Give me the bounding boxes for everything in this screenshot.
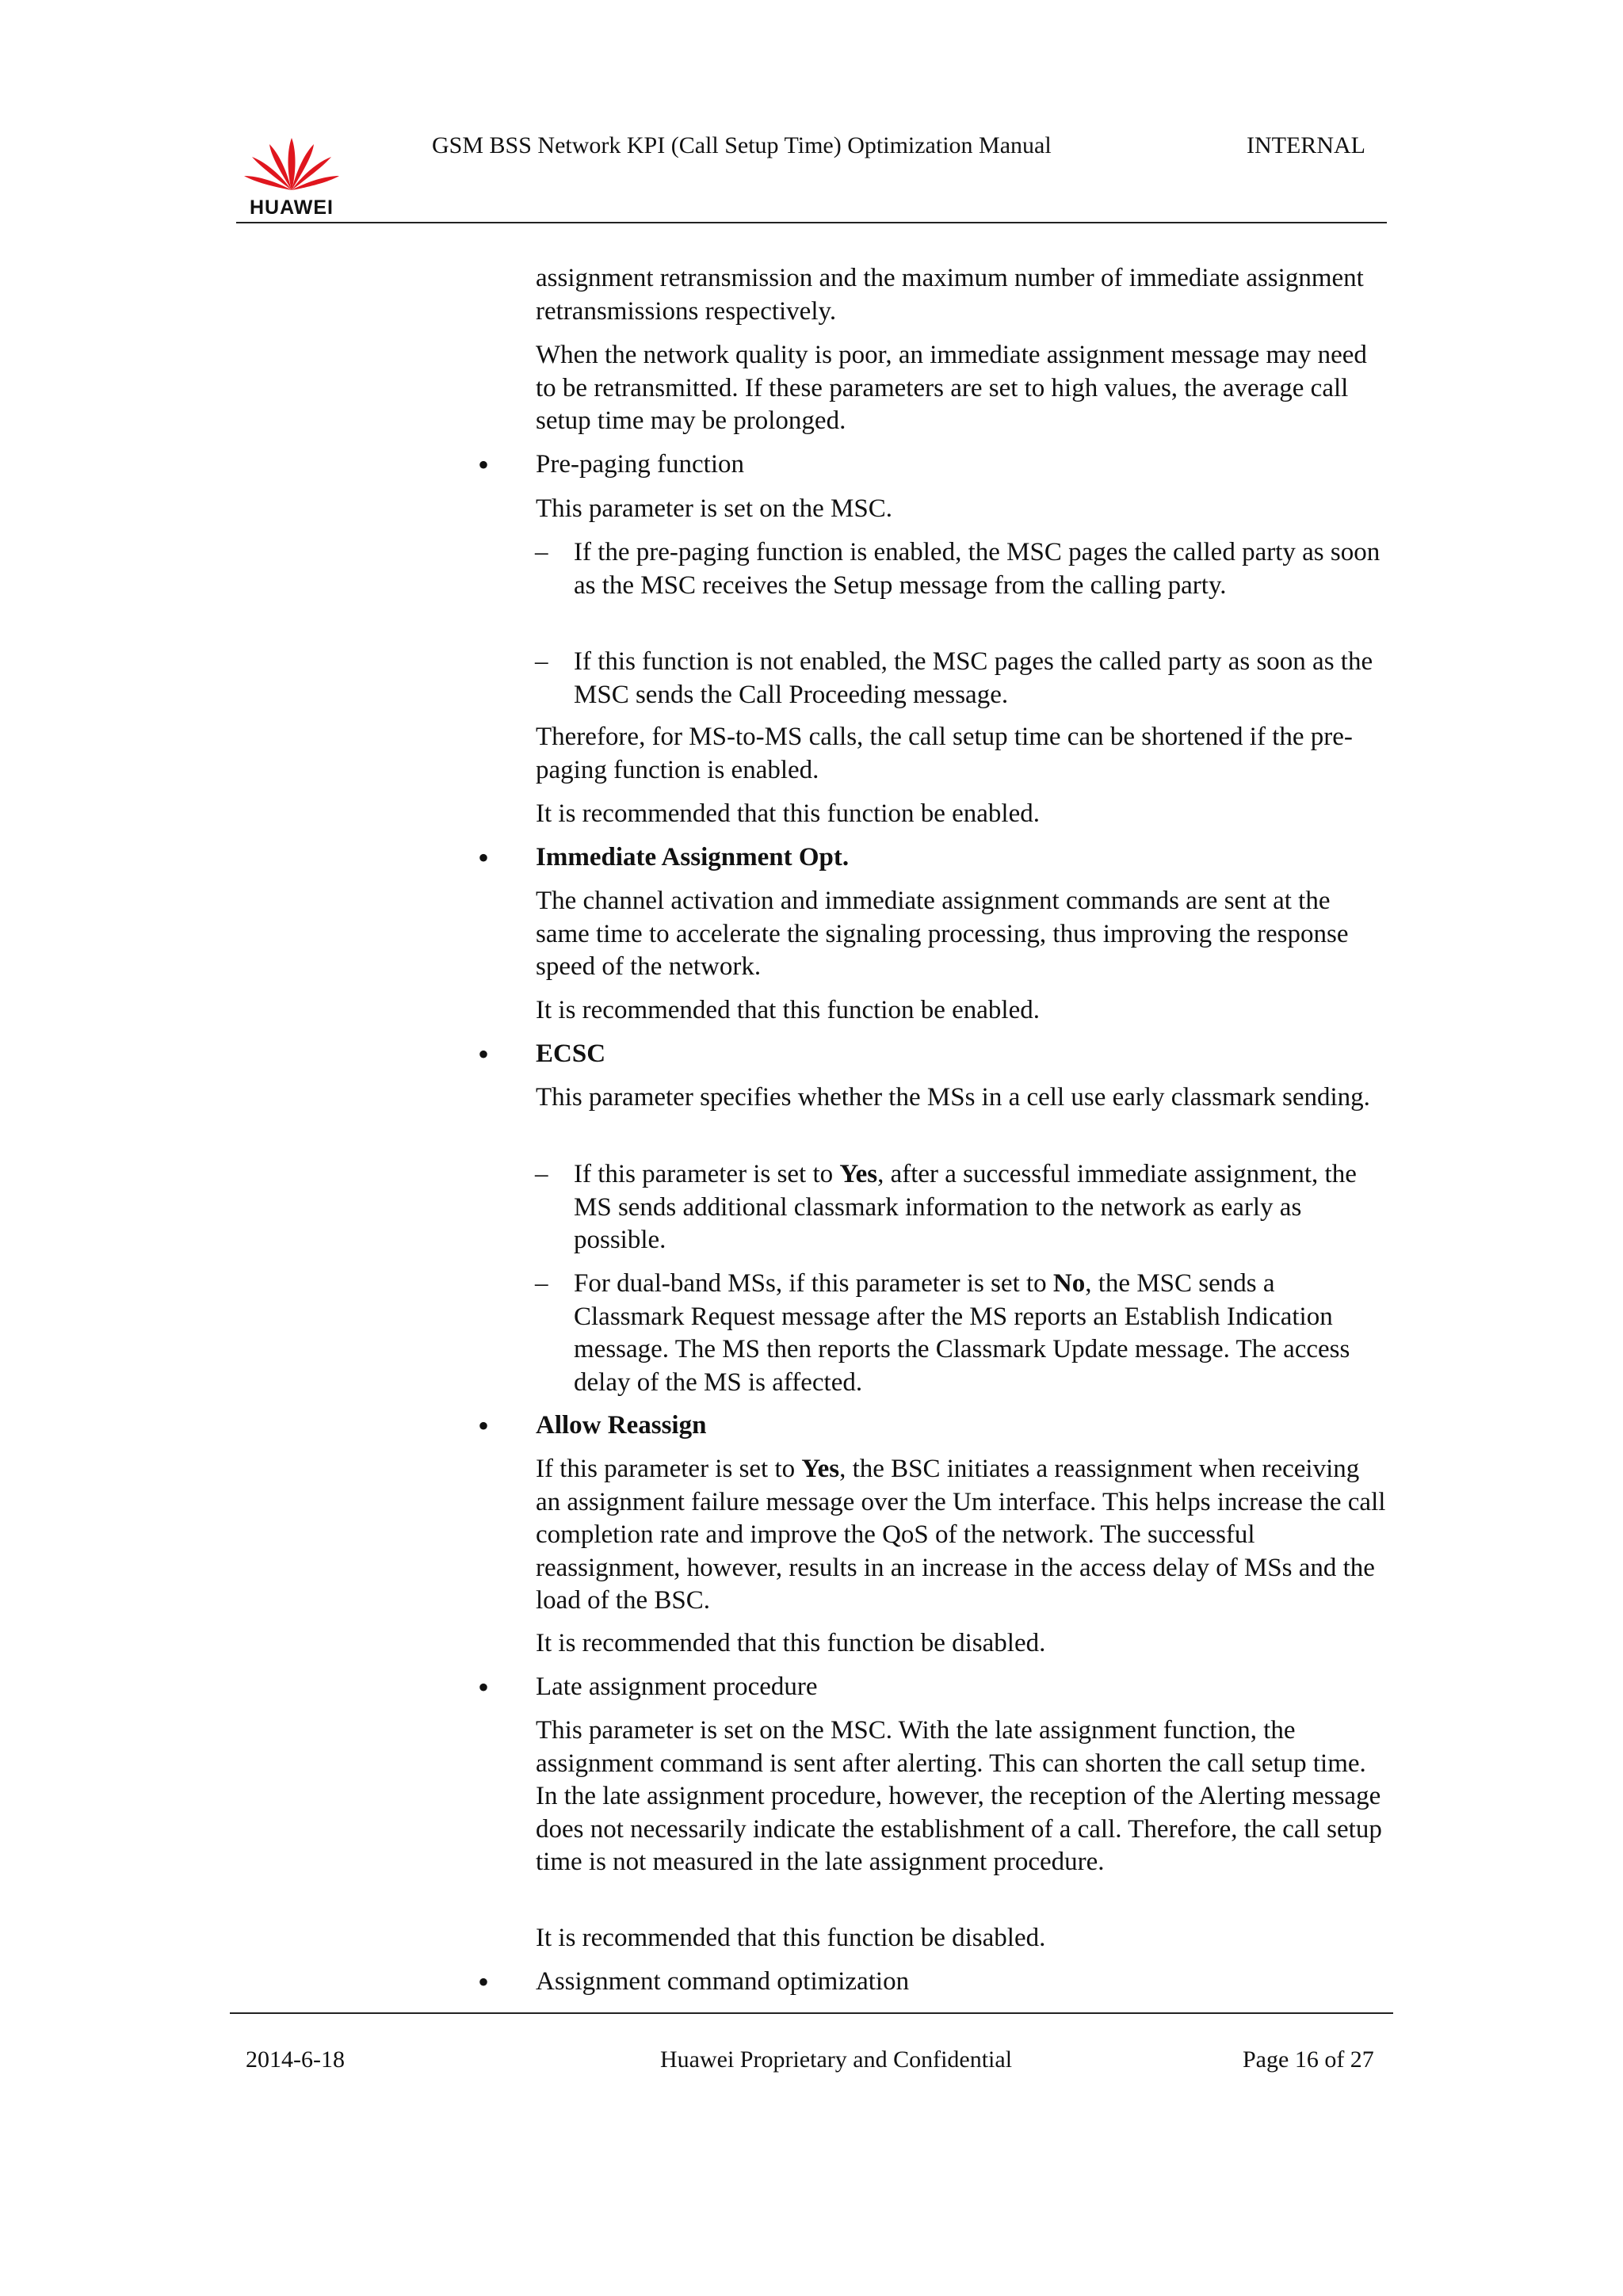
paragraph: This parameter is set on the MSC. With the late assignment function, the assignment command is sent after alerting. This can shorten the call setup time. In the late assignment procedure, however, the reception of the Alerting message does not necessarily indicate the establishment of a call. Therefore, the call setup time is not measured in the late assignment procedure.: [536, 1716, 1382, 1876]
paragraph: This parameter specifies whether the MSs in a cell use early classmark sending.: [536, 1083, 1370, 1112]
paragraph: If this parameter is set to Yes, the BSC initiates a reassignment when receiving an assignment failure message over the Um interface. This helps increase the call completion rate and improve the QoS of the network. The successful reassignment, however, results in an increase in the access delay of MSs and the load of the BSC.: [536, 1455, 1386, 1615]
paragraph: Therefore, for MS-to-MS calls, the call setup time can be shortened if the pre-paging function is enabled.: [536, 723, 1353, 784]
dash-icon: –: [535, 647, 548, 676]
huawei-logo: [240, 124, 343, 219]
footer-divider: [230, 2012, 1393, 2014]
dash-icon: –: [535, 1160, 548, 1188]
bullet-icon: •: [478, 1964, 490, 2000]
document-title: GSM BSS Network KPI (Call Setup Time) Optimization Manual: [432, 132, 1052, 158]
header-divider: [236, 222, 1387, 223]
bullet-title: Allow Reassign: [536, 1411, 707, 1440]
sub-item: If this function is not enabled, the MSC pages the called party as soon as the MSC sends the Call Proceeding message.: [574, 647, 1373, 709]
paragraph: It is recommended that this function be enabled.: [536, 996, 1040, 1024]
bullet-icon: •: [478, 447, 490, 482]
sub-item: If the pre-paging function is enabled, the MSC pages the called party as soon as the MSC receives the Setup message from the calling party.: [574, 538, 1381, 600]
page-number: Page 16 of 27: [1243, 2046, 1374, 2073]
footer-confidentiality: Huawei Proprietary and Confidential: [660, 2046, 1013, 2073]
paragraph: When the network quality is poor, an immediate assignment message may need to be retransmitted. If these parameters are set to high values, the average call setup time may be prolonged.: [536, 341, 1367, 435]
paragraph: The channel activation and immediate assignment commands are sent at the same time to accelerate the signaling processing, thus improving the response speed of the network.: [536, 887, 1349, 981]
footer-date: 2014-6-18: [246, 2046, 345, 2073]
bullet-icon: •: [478, 1036, 490, 1072]
classification-label: INTERNAL: [1247, 132, 1365, 158]
dash-icon: –: [535, 538, 548, 566]
dash-icon: –: [535, 1269, 548, 1298]
bullet-title: ECSC: [536, 1039, 606, 1068]
sub-item: For dual-band MSs, if this parameter is set to No, the MSC sends a Classmark Request message after the MS reports an Establish Indication message. The MS then reports the Classmark Update message. The access delay of the MS is affected.: [574, 1269, 1350, 1397]
bullet-title: Late assignment procedure: [536, 1672, 818, 1701]
huawei-logo-text: HUAWEI: [250, 196, 334, 219]
bullet-icon: •: [478, 840, 490, 875]
paragraph: assignment retransmission and the maximum number of immediate assignment retransmissions respectively.: [536, 264, 1364, 326]
sub-item: If this parameter is set to Yes, after a successful immediate assignment, the MS sends additional classmark information to the network as early as possible.: [574, 1160, 1357, 1254]
bullet-title: Pre-paging function: [536, 450, 745, 479]
paragraph: This parameter is set on the MSC.: [536, 494, 893, 523]
bullet-icon: •: [478, 1669, 490, 1705]
bullet-icon: •: [478, 1408, 490, 1444]
bullet-title: Immediate Assignment Opt.: [536, 843, 850, 871]
paragraph: It is recommended that this function be disabled.: [536, 1629, 1046, 1657]
paragraph: It is recommended that this function be enabled.: [536, 799, 1040, 828]
bullet-title: Assignment command optimization: [536, 1967, 910, 1996]
paragraph: It is recommended that this function be disabled.: [536, 1924, 1046, 1952]
